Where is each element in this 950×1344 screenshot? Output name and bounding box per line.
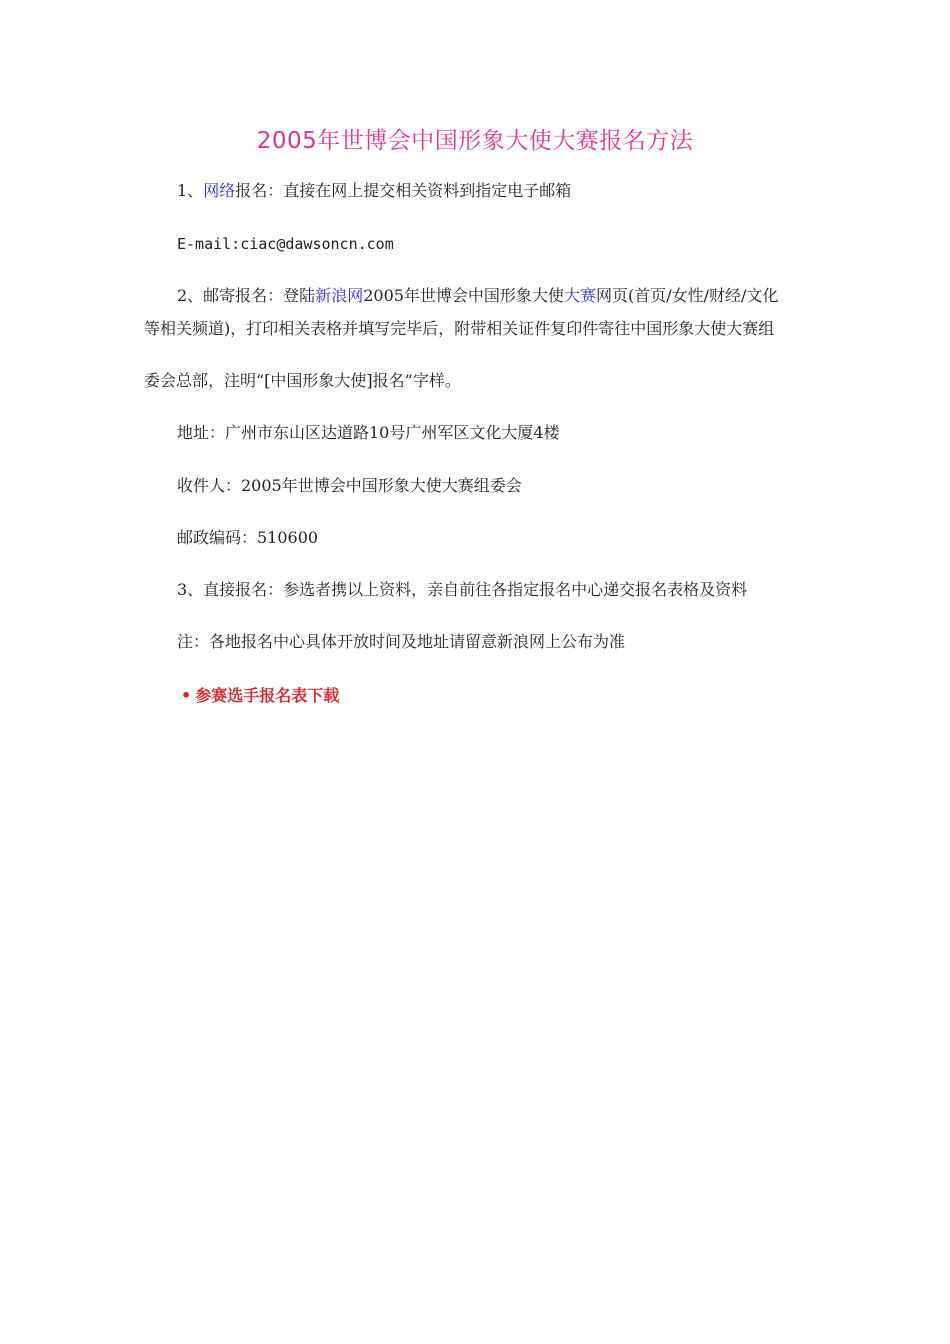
note-line: 注：各地报名中心具体开放时间及地址请留意新浪网上公布为准 [177,632,626,651]
page-title: 2005年世博会中国形象大使大赛报名方法 [256,128,694,154]
section-3-line: 3、直接报名：参选者携以上资料，亲自前往各指定报名中心递交报名表格及资料 [177,580,748,599]
section-2-rest: 网页(首页/女性/财经/文化 [595,286,779,305]
section-2-prefix: 2、邮寄报名：登陆 [177,286,316,305]
section-2-line-2: 等相关频道)，打印相关表格并填写完毕后，附带相关证件复印件寄往中国形象大使大赛组 [144,319,775,338]
section-1-prefix: 1、 [177,181,204,200]
postcode-line: 邮政编码：510600 [177,528,319,547]
contest-link[interactable]: 大赛 [563,286,596,305]
section-2-mid: 2005年世博会中国形象大使 [363,286,564,305]
recipient-line: 收件人：2005年世博会中国形象大使大赛组委会 [177,476,522,495]
sina-link[interactable]: 新浪网 [315,286,364,305]
download-label[interactable]: 参赛选手报名表下载 [195,686,340,705]
section-2-line-3: 委会总部，注明“[中国形象大使]报名”字样。 [144,371,461,390]
bullet-icon: • [181,686,192,705]
section-2-line-1 [177,285,778,307]
network-link[interactable]: 网络 [203,181,236,200]
download-link[interactable] [181,683,339,706]
section-1-line [177,180,571,202]
address-line: 地址：广州市东山区达道路10号广州军区文化大厦4楼 [177,423,560,442]
email-line: E-mail:ciac@dawsoncn.com [177,235,394,253]
section-1-text: 报名：直接在网上提交相关资料到指定电子邮箱 [235,181,572,200]
